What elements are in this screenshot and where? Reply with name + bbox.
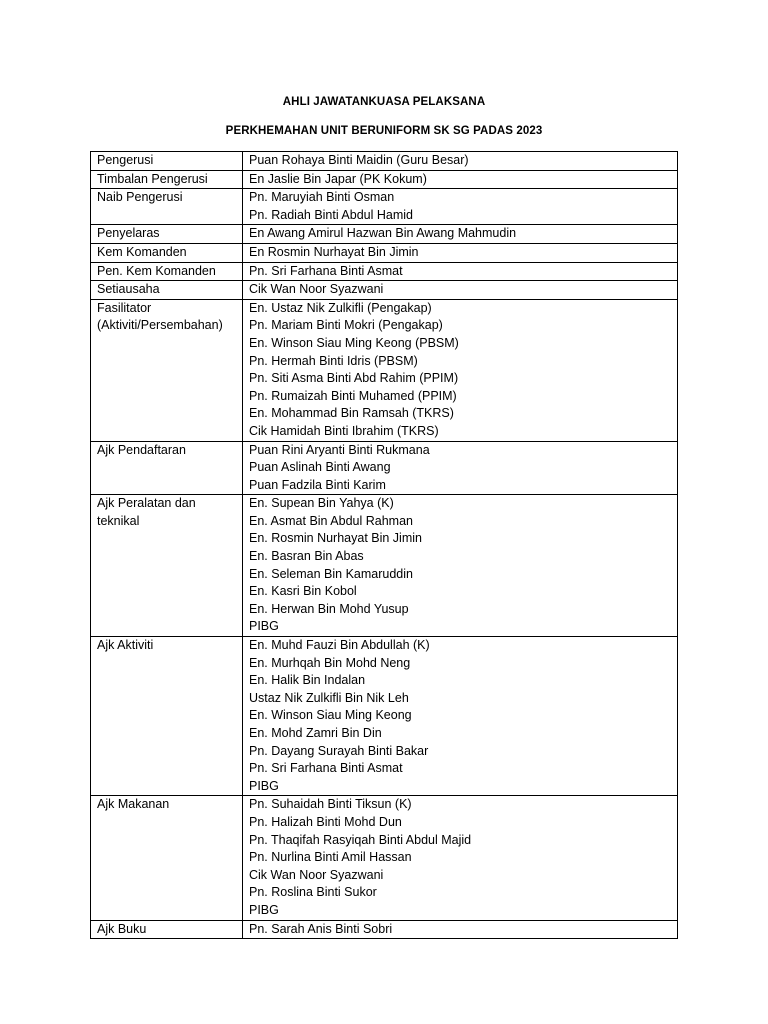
member-name: En. Muhd Fauzi Bin Abdullah (K) xyxy=(249,638,430,653)
role-label: Ajk Peralatan dan xyxy=(97,496,196,511)
members-cell xyxy=(243,281,678,300)
role-cell xyxy=(91,189,243,225)
member-name: Pn. Siti Asma Binti Abd Rahim (PPIM) xyxy=(249,371,459,386)
member-name: Cik Hamidah Binti Ibrahim (TKRS) xyxy=(249,423,439,438)
members-cell xyxy=(243,796,678,920)
member-name: En. Ustaz Nik Zulkifli (Pengakap) xyxy=(249,300,432,315)
member-name: En. Kasri Bin Kobol xyxy=(249,584,357,599)
table-row xyxy=(91,225,678,244)
members-cell xyxy=(243,495,678,637)
table-row xyxy=(91,152,678,171)
role-label: Ajk Buku xyxy=(97,921,147,936)
role-label: Naib Pengerusi xyxy=(97,190,183,205)
member-name: En. Winson Siau Ming Keong (PBSM) xyxy=(249,335,459,350)
role-label: (Aktiviti/Persembahan) xyxy=(97,318,223,333)
role-cell xyxy=(91,299,243,441)
role-label: Fasilitator xyxy=(97,300,152,315)
member-name: En. Winson Siau Ming Keong xyxy=(249,708,412,723)
member-name: En Jaslie Bin Japar (PK Kokum) xyxy=(249,171,427,186)
document-subtitle: PERKHEMAHAN UNIT BERUNIFORM SK SG PADAS 2023 xyxy=(225,125,543,137)
members-cell xyxy=(243,152,678,171)
member-name: En. Murhqah Bin Mohd Neng xyxy=(249,655,411,670)
member-name: Pn. Mariam Binti Mokri (Pengakap) xyxy=(249,318,443,333)
member-name: Pn. Maruyiah Binti Osman xyxy=(249,190,395,205)
role-label: Ajk Pendaftaran xyxy=(97,442,186,457)
member-name: En. Asmat Bin Abdul Rahman xyxy=(249,513,413,528)
role-cell xyxy=(91,495,243,637)
member-name: En. Supean Bin Yahya (K) xyxy=(249,496,394,511)
role-cell xyxy=(91,637,243,796)
member-name: Pn. Suhaidah Binti Tiksun (K) xyxy=(249,797,412,812)
role-label: Penyelaras xyxy=(97,226,160,241)
role-cell xyxy=(91,441,243,495)
role-cell xyxy=(91,920,243,939)
role-label: Timbalan Pengerusi xyxy=(97,171,208,186)
member-name: Pn. Nurlina Binti Amil Hassan xyxy=(249,850,412,865)
member-name: En. Herwan Bin Mohd Yusup xyxy=(249,601,409,616)
member-name: Pn. Hermah Binti Idris (PBSM) xyxy=(249,353,418,368)
members-cell xyxy=(243,637,678,796)
member-name: En Awang Amirul Hazwan Bin Awang Mahmudin xyxy=(249,226,517,241)
role-label: teknikal xyxy=(97,513,140,528)
document-title: AHLI JAWATANKUASA PELAKSANA xyxy=(282,96,486,108)
member-name: En. Halik Bin Indalan xyxy=(249,673,366,688)
member-name: PIBG xyxy=(249,902,279,917)
member-name: En. Mohammad Bin Ramsah (TKRS) xyxy=(249,406,454,421)
member-name: Puan Rohaya Binti Maidin (Guru Besar) xyxy=(249,153,469,167)
member-name: Cik Wan Noor Syazwani xyxy=(249,282,384,297)
role-label: Ajk Aktiviti xyxy=(97,638,154,653)
member-name: En. Basran Bin Abas xyxy=(249,549,364,564)
member-name: Pn. Thaqifah Rasyiqah Binti Abdul Majid xyxy=(249,832,472,847)
role-cell xyxy=(91,262,243,281)
committee-table xyxy=(90,151,678,939)
table-row xyxy=(91,243,678,262)
role-cell xyxy=(91,152,243,171)
member-name: Puan Fadzila Binti Karim xyxy=(249,477,386,492)
table-row xyxy=(91,170,678,189)
members-cell xyxy=(243,920,678,939)
table-row xyxy=(91,920,678,939)
member-name: En. Mohd Zamri Bin Din xyxy=(249,726,382,740)
role-label: Ajk Makanan xyxy=(97,797,170,812)
member-name: Puan Aslinah Binti Awang xyxy=(249,460,391,475)
member-name: PIBG xyxy=(249,778,279,793)
member-name: Pn. Rumaizah Binti Muhamed (PPIM) xyxy=(249,388,457,403)
members-cell xyxy=(243,262,678,281)
role-cell xyxy=(91,796,243,920)
role-label: Kem Komanden xyxy=(97,244,187,259)
members-cell xyxy=(243,441,678,495)
role-cell xyxy=(91,170,243,189)
committee-table-body xyxy=(91,152,678,939)
member-name: Pn. Sri Farhana Binti Asmat xyxy=(249,263,403,278)
member-name: PIBG xyxy=(249,619,279,634)
table-row xyxy=(91,441,678,495)
member-name: Pn. Sarah Anis Binti Sobri xyxy=(249,921,393,936)
role-cell xyxy=(91,281,243,300)
table-row xyxy=(91,637,678,796)
member-name: En Rosmin Nurhayat Bin Jimin xyxy=(249,244,419,259)
member-name: Ustaz Nik Zulkifli Bin Nik Leh xyxy=(249,690,409,705)
member-name: Pn. Sri Farhana Binti Asmat xyxy=(249,761,403,776)
table-row xyxy=(91,299,678,441)
member-name: Pn. Dayang Surayah Binti Bakar xyxy=(249,743,429,758)
table-row xyxy=(91,262,678,281)
role-cell xyxy=(91,225,243,244)
member-name: Pn. Halizah Binti Mohd Dun xyxy=(249,814,402,829)
members-cell xyxy=(243,299,678,441)
members-cell xyxy=(243,170,678,189)
table-row xyxy=(91,495,678,637)
member-name: Cik Wan Noor Syazwani xyxy=(249,867,384,882)
member-name: En. Seleman Bin Kamaruddin xyxy=(249,566,413,581)
role-label: Pengerusi xyxy=(97,153,154,167)
members-cell xyxy=(243,243,678,262)
member-name: Pn. Radiah Binti Abdul Hamid xyxy=(249,207,413,222)
role-label: Pen. Kem Komanden xyxy=(97,263,216,278)
role-cell xyxy=(91,243,243,262)
member-name: En. Rosmin Nurhayat Bin Jimin xyxy=(249,531,422,546)
members-cell xyxy=(243,189,678,225)
member-name: Pn. Roslina Binti Sukor xyxy=(249,885,377,900)
member-name: Puan Rini Aryanti Binti Rukmana xyxy=(249,442,430,457)
table-row xyxy=(91,189,678,225)
role-label: Setiausaha xyxy=(97,282,160,297)
table-row xyxy=(91,281,678,300)
table-row xyxy=(91,796,678,920)
members-cell xyxy=(243,225,678,244)
